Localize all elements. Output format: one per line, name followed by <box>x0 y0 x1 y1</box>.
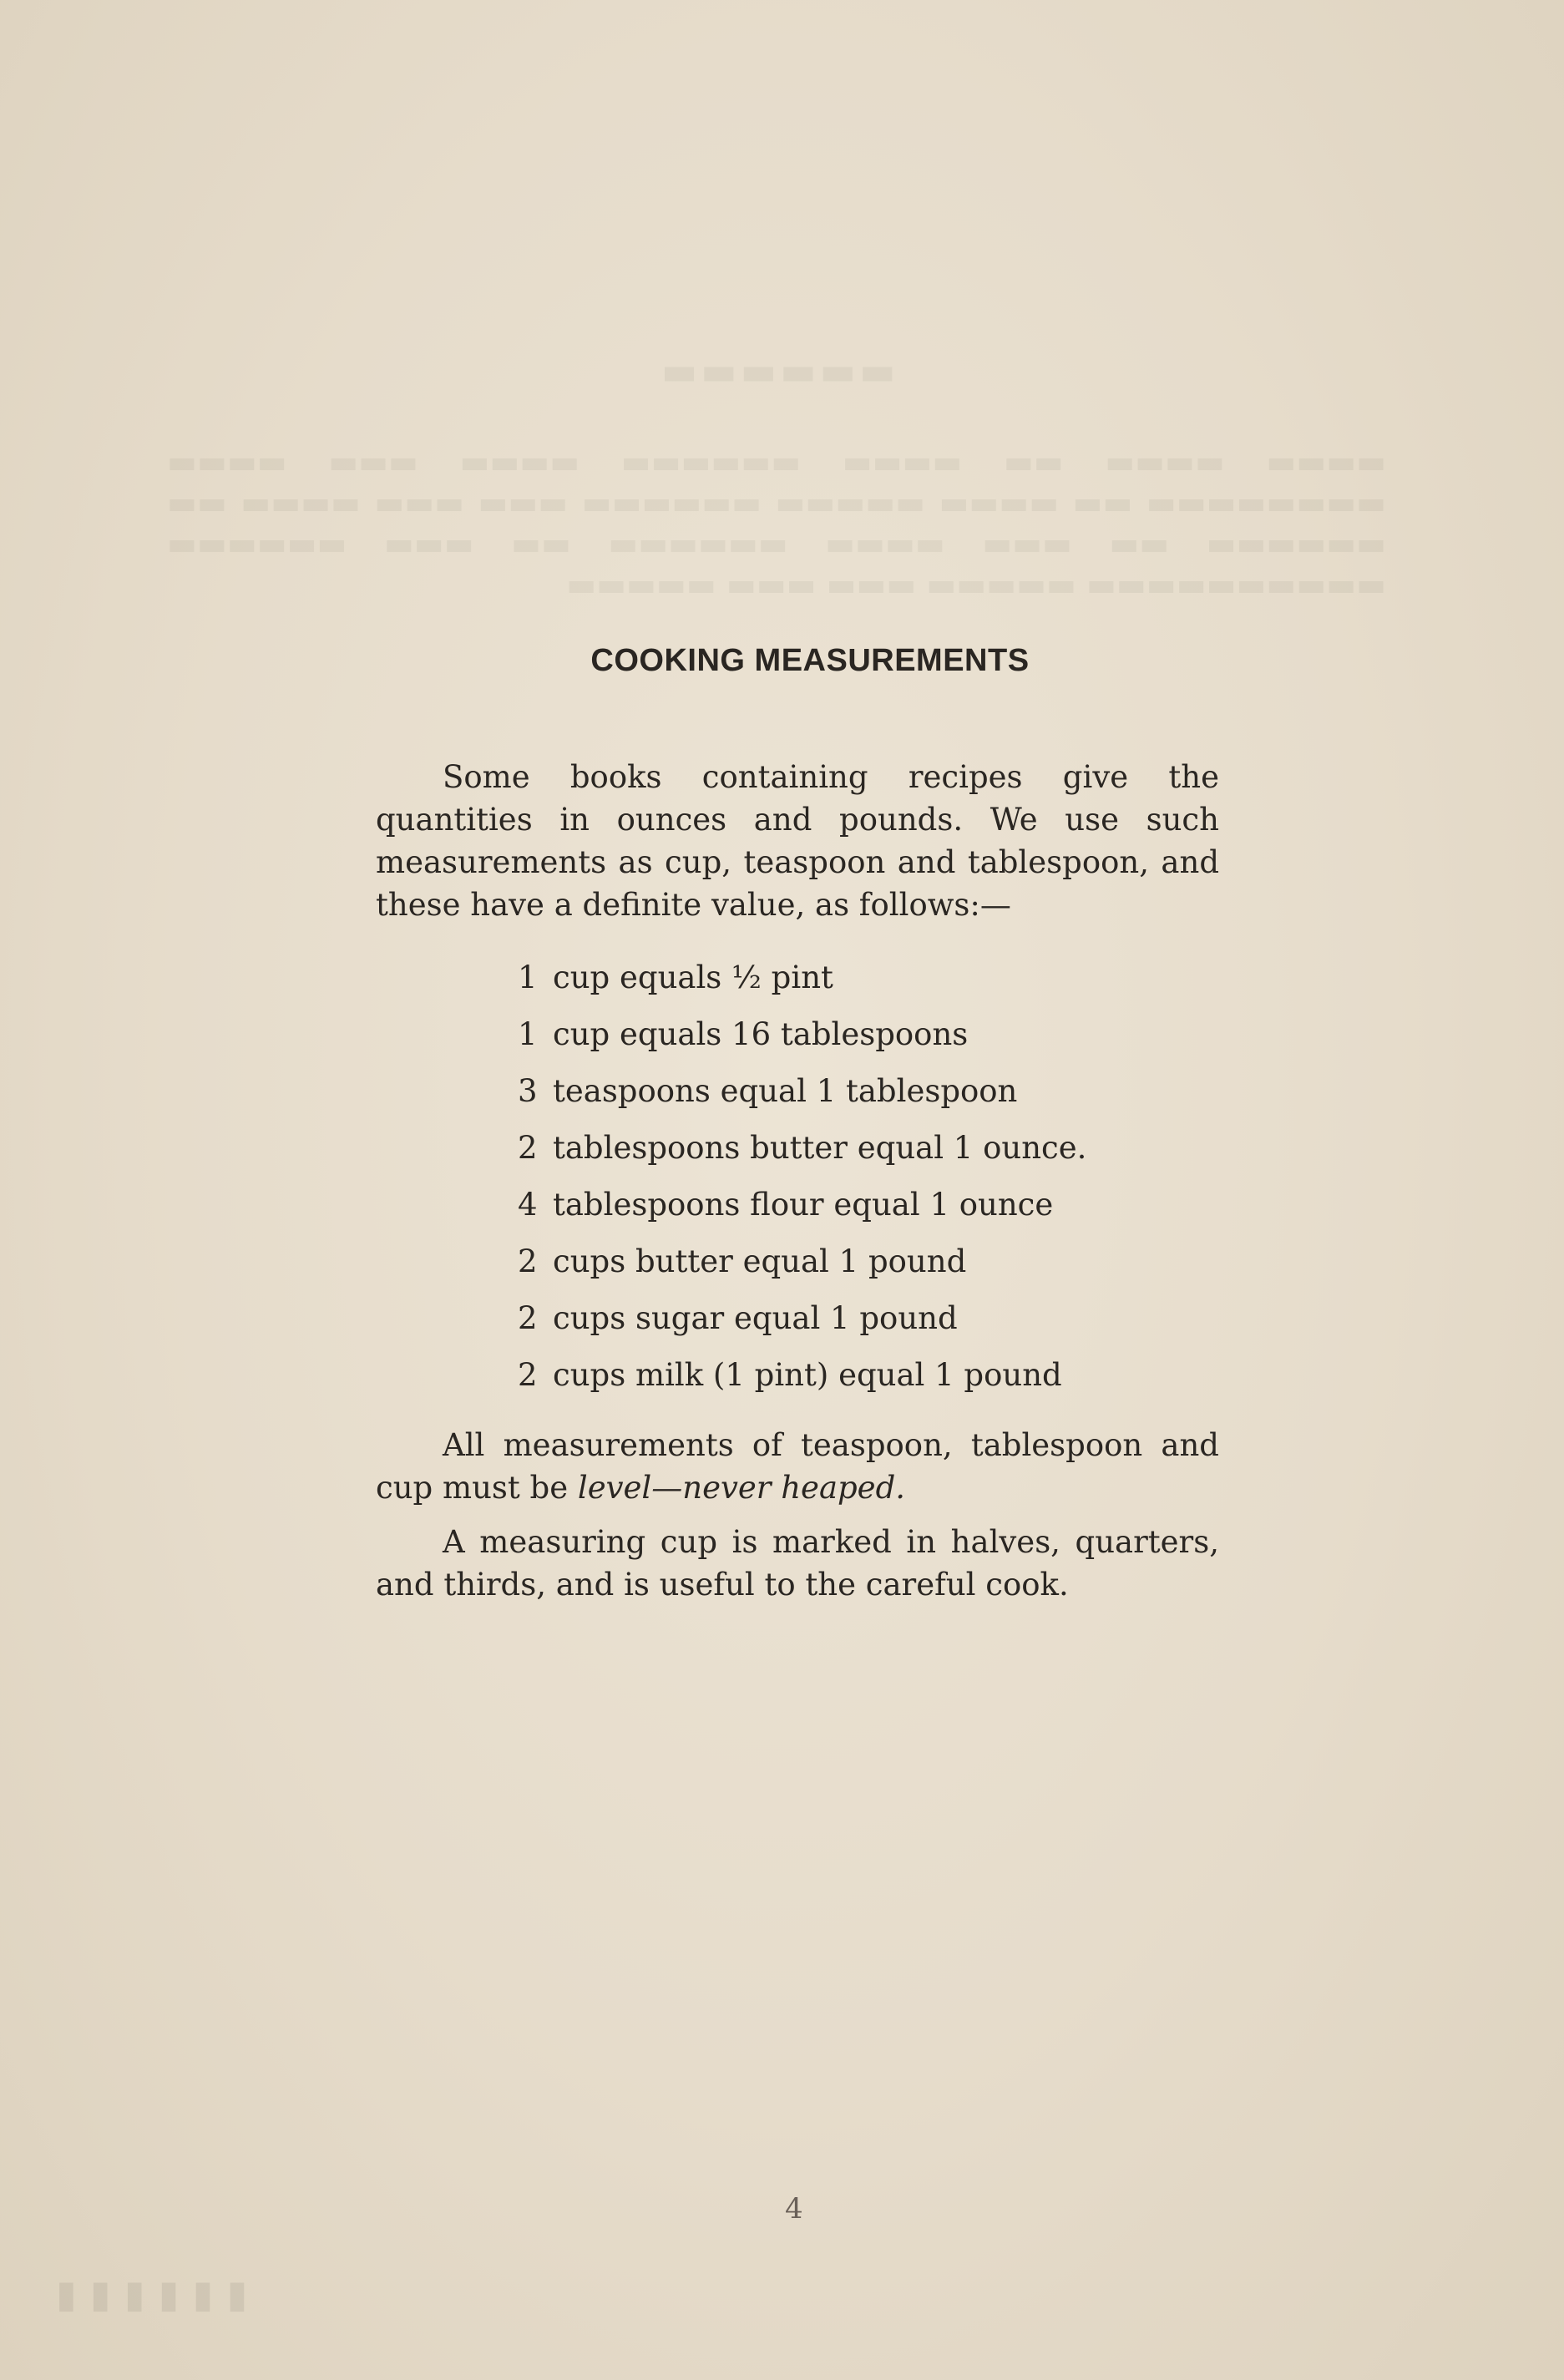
measurement-qty: 2 <box>518 1300 538 1336</box>
list-item <box>518 949 1219 1006</box>
page-title: COOKING MEASUREMENTS <box>590 643 1030 678</box>
measurement-text: cups sugar equal 1 pound <box>553 1300 958 1336</box>
faint-stamp: ▮▮▮▮▮▮ <box>52 2265 257 2322</box>
measurement-text: teaspoons equal 1 tablespoon <box>553 1073 1018 1109</box>
measurement-qty: 2 <box>518 1130 538 1166</box>
page-content <box>376 643 1219 1606</box>
list-item <box>518 1063 1219 1120</box>
level-note-emphasis: level—never heaped. <box>577 1470 906 1506</box>
page-number: 4 <box>785 2192 803 2226</box>
measurement-qty: 1 <box>518 1016 538 1052</box>
list-item <box>518 1290 1219 1347</box>
level-note-text: All measurements of teaspoon, tablespoon and cup must be <box>376 1427 1219 1506</box>
measurement-qty: 2 <box>518 1357 538 1393</box>
measurement-text: cup equals 16 tablespoons <box>553 1016 969 1052</box>
measurement-qty: 1 <box>518 960 538 995</box>
measurement-qty: 2 <box>518 1243 538 1279</box>
list-item <box>518 1006 1219 1063</box>
measurement-text: cups milk (1 pint) equal 1 pound <box>553 1357 1062 1393</box>
measurement-text: tablespoons butter equal 1 ounce. <box>553 1130 1087 1166</box>
measurements-list <box>376 949 1219 1404</box>
measurement-text: cups butter equal 1 pound <box>553 1243 967 1279</box>
list-item <box>518 1233 1219 1290</box>
measurement-qty: 3 <box>518 1073 538 1109</box>
measurement-text: tablespoons flour equal 1 ounce <box>553 1187 1054 1223</box>
level-measurement-paragraph <box>376 1424 1219 1509</box>
list-item <box>518 1120 1219 1177</box>
measurement-text: cup equals ½ pint <box>553 960 833 995</box>
list-item <box>518 1177 1219 1233</box>
bleed-through-reverse-text: ▬▬▬▬▬▬ ▬▬▬▬ ▬▬▬▬ ▬▬ ▬▬▬▬ ▬▬▬▬▬▬ ▬▬▬▬ ▬▬▬ ▬▬▬▬ ▬▬▬▬▬▬▬▬ ▬▬ ▬▬▬▬ ▬▬▬▬▬ ▬▬▬▬▬▬ ▬▬▬ ▬▬▬ ▬▬▬▬ ▬▬ ▬▬▬▬▬▬ ▬▬ ▬▬▬ ▬▬▬▬ ▬▬▬▬▬▬ ▬▬ ▬▬▬ ▬▬▬▬▬▬ ▬▬▬▬▬▬▬▬▬▬ ▬▬▬▬▬ ▬▬▬ ▬▬▬ ▬▬▬▬▬ <box>167 348 1386 603</box>
measurement-qty: 4 <box>518 1187 538 1223</box>
list-item <box>518 1347 1219 1404</box>
measuring-cup-paragraph: A measuring cup is marked in halves, quarters, and thirds, and is useful to the careful cook. <box>376 1524 1219 1603</box>
intro-paragraph: Some books containing recipes give the quantities in ounces and pounds. We use such measurements as cup, teaspoon and tablespoon, and these have a definite value, as follows:— <box>376 759 1219 923</box>
